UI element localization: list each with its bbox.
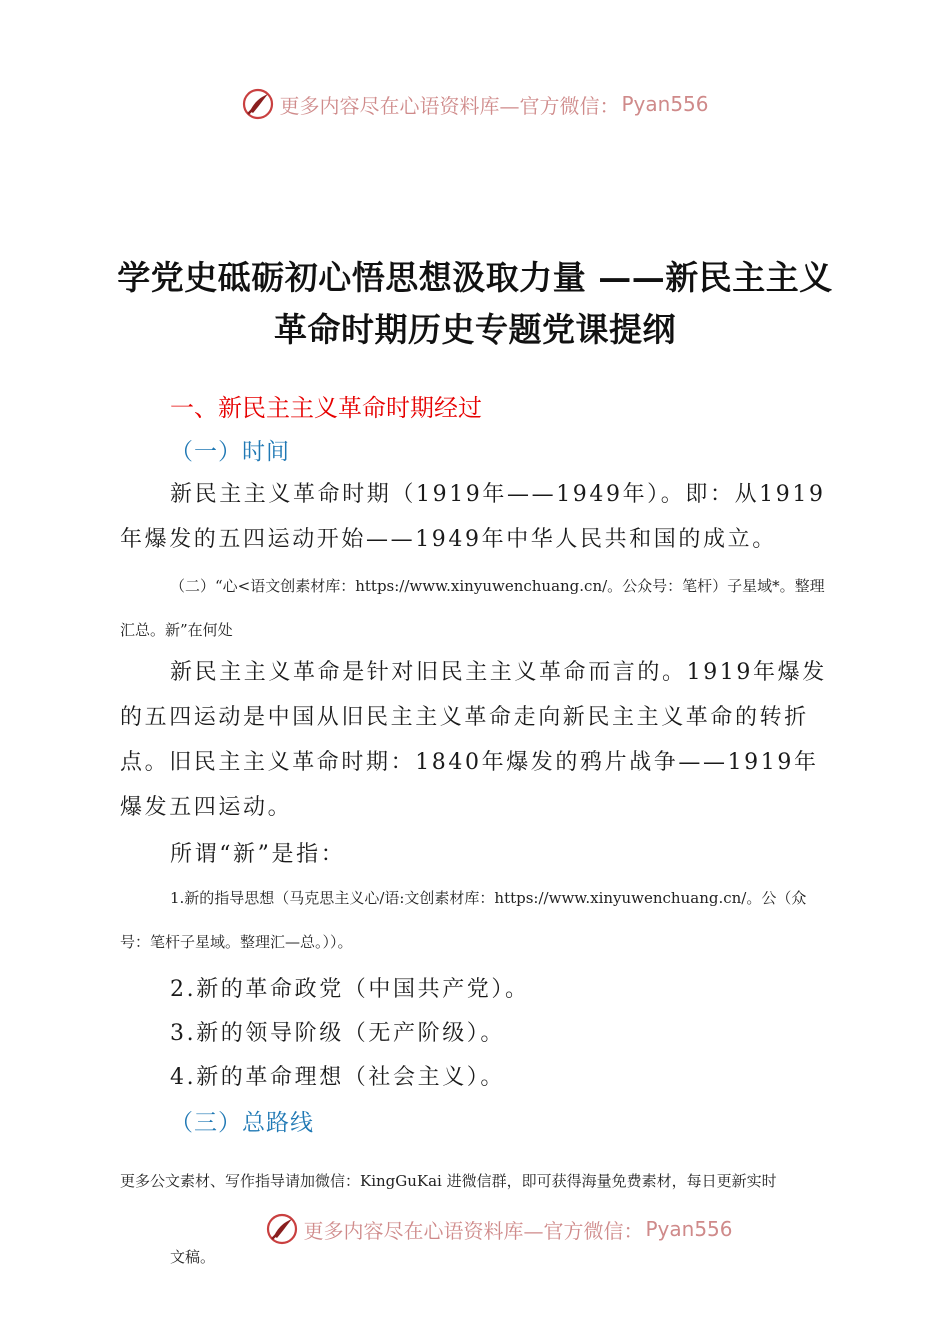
brush-logo-icon — [265, 1212, 299, 1246]
footer-promo-line-1: 更多公文素材、写作指导请加微信：KingGuKai 进微信群，即可获得海量免费素材，每日更新实时 — [120, 1172, 777, 1190]
watermark-text: 更多内容尽在心语资料库—官方微信： — [303, 1218, 644, 1243]
list-item-1: 1.新的指导思想（马克思主义心/语:文创素材库：https://www.xinyuwenchuang.cn/。公（众号：笔杆子星域。整理汇—总。））。 — [120, 889, 807, 951]
watermark-wechat-id: Pyan556 — [645, 1217, 733, 1241]
new-meaning-intro: 所谓“新”是指： — [170, 842, 346, 867]
list-item-3: 3.新的领导阶级（无产阶级）。 — [170, 1021, 505, 1046]
list-item-2: 2.新的革命政党（中国共产党）。 — [170, 977, 530, 1002]
subsection-2-paragraph: 新民主主义革命是针对旧民主主义革命而言的。1919年爆发的五四运动是中国从旧民主主义革命走向新民主主义革命的转折点。旧民主主义革命时期：1840年爆发的鸦片战争——1919年爆发五四运动。 — [120, 660, 827, 820]
footer-promo-line-2: 文稿。 — [170, 1248, 216, 1266]
brush-logo-icon — [241, 87, 275, 121]
section-1-heading: 一、新民主主义革命时期经过 — [170, 394, 482, 422]
subsection-3-heading: （三）总路线 — [170, 1110, 314, 1136]
document-title: 学党史砥砺初心悟思想汲取力量 ——新民主主义革命时期历史专题党课提纲 — [117, 258, 833, 349]
subsection-2-heading-note: （二）“心<语文创素材库：https://www.xinyuwenchuang.cn/。公众号：笔杆）子星域*。整理汇总。新”在何处 — [120, 577, 825, 639]
watermark-bottom — [24, 1209, 950, 1249]
list-item-4: 4.新的革命理想（社会主义）。 — [170, 1065, 505, 1090]
subsection-1-paragraph: 新民主主义革命时期（1919年——1949年）。即：从1919年爆发的五四运动开始——1949年中华人民共和国的成立。 — [120, 482, 826, 552]
watermark-wechat-id: Pyan556 — [621, 92, 709, 116]
watermark-text: 更多内容尽在心语资料库—官方微信： — [279, 93, 620, 118]
watermark-top — [0, 84, 950, 124]
subsection-1-heading: （一）时间 — [170, 439, 290, 465]
